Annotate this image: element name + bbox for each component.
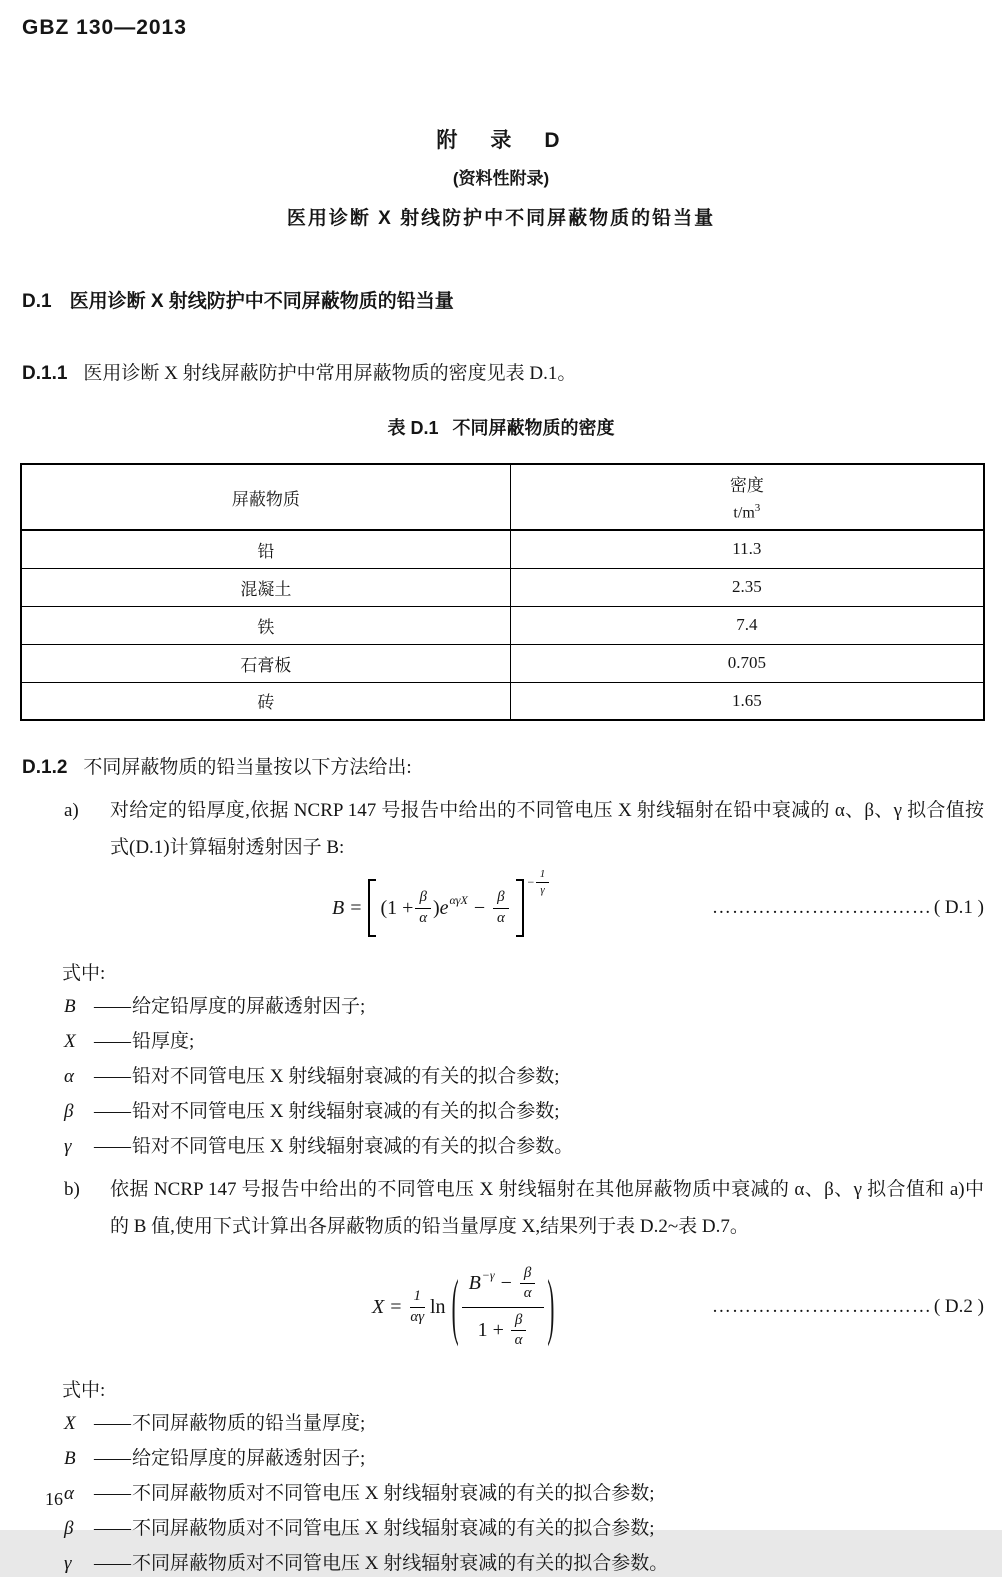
paragraph-d11-text: 医用诊断 X 射线屏蔽防护中常用屏蔽物质的密度见表 D.1。 <box>83 363 577 384</box>
definition-symbol: B <box>64 996 76 1017</box>
fraction-beta-alpha <box>520 1265 535 1303</box>
cell-density: 2.35 <box>510 568 984 606</box>
symbol-B: B <box>468 1272 481 1295</box>
fraction-beta-alpha <box>493 889 508 927</box>
table-row <box>21 568 984 606</box>
definition-dash: —— <box>94 1101 130 1122</box>
definition-symbol: β <box>64 1101 74 1122</box>
definition-line <box>64 1411 984 1437</box>
fraction-denominator: αγ <box>410 1308 425 1325</box>
fraction-denominator: α <box>514 1331 523 1348</box>
cell-density: 1.65 <box>510 682 984 720</box>
appendix-title: 附 录 D <box>436 129 566 152</box>
definition-dash: —— <box>94 1136 130 1157</box>
fraction-one-alphagamma <box>410 1288 426 1326</box>
where-clause-2: 式中: <box>62 1380 106 1401</box>
paragraph-d11-number: D.1.1 <box>22 363 68 384</box>
exponent-minus: − <box>526 874 535 889</box>
table-d1-caption <box>0 414 1002 440</box>
definition-symbol: γ <box>64 1553 72 1574</box>
definition-text: 铅对不同管电压 X 射线辐射衰减的有关的拟合参数。 <box>132 1136 574 1157</box>
exponent-fraction <box>536 868 550 895</box>
main-fraction-numerator <box>462 1265 545 1308</box>
definition-line <box>64 1134 984 1160</box>
definition-symbol: α <box>64 1066 74 1087</box>
euler-e: e <box>439 896 449 919</box>
appendix-subtitle: (资料性附录) <box>452 169 550 188</box>
right-bracket <box>516 879 524 937</box>
leader-dots: …………………………… <box>711 1296 932 1317</box>
definition-symbol: X <box>64 1413 76 1434</box>
equation-number-d1: ( D.1 ) <box>933 897 984 918</box>
definition-dash: —— <box>94 1483 130 1504</box>
cell-density: 0.705 <box>510 644 984 682</box>
definition-symbol: X <box>64 1031 76 1052</box>
definition-dash: —— <box>94 1518 130 1539</box>
paragraph-d12 <box>22 755 980 781</box>
definition-line <box>64 1481 984 1507</box>
definition-text: 铅对不同管电压 X 射线辐射衰减的有关的拟合参数; <box>132 1066 560 1087</box>
density-unit <box>511 502 983 522</box>
main-fraction <box>462 1265 545 1349</box>
formula-d2-lhs: X <box>372 1295 385 1318</box>
fraction-numerator: β <box>415 889 430 908</box>
fraction-denominator: α <box>419 909 428 926</box>
table-d1-header <box>21 464 984 530</box>
definition-text: 不同屏蔽物质对不同管电压 X 射线辐射衰减的有关的拟合参数; <box>132 1483 655 1504</box>
list-item-b-text: 依据 NCRP 147 号报告中给出的不同管电压 X 射线辐射在其他屏蔽物质中衰减的 α、β、γ 拟合值和 a)中的 B 值,使用下式计算出各屏蔽物质的铅当量厚度 X,结果列于表 D.2~表 D.7。 <box>110 1179 984 1237</box>
appendix-heading: 医用诊断 X 射线防护中不同屏蔽物质的铅当量 <box>286 208 716 229</box>
cell-material: 砖 <box>21 682 510 720</box>
open-paren-one-plus: (1 + <box>380 896 414 919</box>
cell-material: 铅 <box>21 530 510 568</box>
fraction-beta-alpha <box>415 889 430 927</box>
definition-dash: —— <box>94 1553 130 1574</box>
left-bracket <box>368 879 376 937</box>
definition-line <box>64 1064 984 1090</box>
definition-text: 不同屏蔽物质对不同管电压 X 射线辐射衰减的有关的拟合参数; <box>132 1518 655 1539</box>
ln-operator: ln <box>430 1295 446 1318</box>
table-d1-body <box>21 530 984 720</box>
definition-text: 给定铅厚度的屏蔽透射因子; <box>132 996 366 1017</box>
definition-line <box>64 1516 984 1542</box>
exponent-agx: αγX <box>449 892 468 907</box>
table-row <box>21 606 984 644</box>
definition-text: 给定铅厚度的屏蔽透射因子; <box>132 1448 366 1469</box>
cell-material: 铁 <box>21 606 510 644</box>
outer-exponent <box>527 868 552 895</box>
definition-line <box>64 1551 984 1577</box>
definition-text: 铅厚度; <box>132 1031 195 1052</box>
equals-sign: = <box>350 896 362 919</box>
cell-material: 混凝土 <box>21 568 510 606</box>
fraction-numerator: β <box>520 1265 535 1284</box>
table-header-row <box>21 464 984 530</box>
definition-symbol: γ <box>64 1136 72 1157</box>
minus-sign: − <box>473 896 486 919</box>
paragraph-d12-text: 不同屏蔽物质的铅当量按以下方法给出: <box>83 757 412 778</box>
definition-text: 铅对不同管电压 X 射线辐射衰减的有关的拟合参数; <box>132 1101 560 1122</box>
definition-symbol: β <box>64 1518 74 1539</box>
definition-text: 不同屏蔽物质的铅当量厚度; <box>132 1413 366 1434</box>
table-row <box>21 644 984 682</box>
list-item-a <box>0 792 984 866</box>
cell-material: 石膏板 <box>21 644 510 682</box>
header-cell-material: 屏蔽物质 <box>21 464 510 530</box>
formula-d2-block <box>0 1253 1002 1361</box>
cell-density: 11.3 <box>510 530 984 568</box>
definition-symbol: B <box>64 1448 76 1469</box>
fraction-numerator: 1 <box>410 1288 426 1307</box>
definition-dash: —— <box>94 1413 130 1434</box>
definition-text: 不同屏蔽物质对不同管电压 X 射线辐射衰减的有关的拟合参数。 <box>132 1553 669 1574</box>
definition-dash: —— <box>94 1031 130 1052</box>
definition-line <box>64 1099 984 1125</box>
left-paren: ( <box>451 1262 459 1348</box>
cell-density: 7.4 <box>510 606 984 644</box>
density-unit-base: t/m <box>733 504 755 522</box>
section-d1-heading <box>22 286 1002 313</box>
formula-d2 <box>372 1262 557 1349</box>
definition-line <box>64 1029 984 1055</box>
doc-number: GBZ 130—2013 <box>22 16 187 39</box>
fraction-beta-alpha <box>511 1312 526 1350</box>
formula-d1-lhs: B <box>332 896 345 919</box>
table-d1 <box>20 463 985 721</box>
fraction-numerator: β <box>493 889 508 908</box>
exponent-minus-gamma: −γ <box>481 1268 495 1283</box>
density-unit-sup: 3 <box>754 502 761 515</box>
list-item-a-marker: a) <box>64 800 79 821</box>
list-item-b <box>0 1171 984 1245</box>
list-item-a-text: 对给定的铅厚度,依据 NCRP 147 号报告中给出的不同管电压 X 射线辐射在铅中衰减的 α、β、γ 拟合值按式(D.1)计算辐射透射因子 B: <box>110 800 984 858</box>
paragraph-d12-number: D.1.2 <box>22 757 68 778</box>
leader-dots: …………………………… <box>711 897 932 918</box>
definition-line <box>64 994 984 1020</box>
table-d1-caption-label: 表 D.1 <box>387 418 439 438</box>
equals-sign: = <box>390 1295 402 1318</box>
main-fraction-denominator <box>478 1308 529 1350</box>
table-row <box>21 530 984 568</box>
definition-dash: —— <box>94 1066 130 1087</box>
right-paren: ) <box>547 1262 555 1348</box>
table-d1-caption-title: 不同屏蔽物质的密度 <box>452 418 615 438</box>
close-paren: ) <box>432 896 440 919</box>
definition-line <box>64 1446 984 1472</box>
table-row <box>21 682 984 720</box>
definition-dash: —— <box>94 1448 130 1469</box>
section-d1-title: 医用诊断 X 射线防护中不同屏蔽物质的铅当量 <box>69 291 454 312</box>
density-label: 密度 <box>729 476 764 496</box>
equation-number-d2: ( D.2 ) <box>933 1296 984 1317</box>
fraction-numerator: β <box>511 1312 526 1331</box>
paragraph-d11 <box>22 361 980 387</box>
fraction-denominator: α <box>523 1285 532 1302</box>
formula-d1-block <box>0 868 1002 944</box>
equation-leader <box>712 897 984 919</box>
formula-d1 <box>332 868 551 937</box>
section-d1-number: D.1 <box>22 291 52 312</box>
equation-leader <box>712 1296 984 1318</box>
exponent-fraction-numerator: 1 <box>536 868 550 882</box>
header-cell-density <box>510 464 984 530</box>
fraction-denominator: α <box>496 909 505 926</box>
definition-symbol: α <box>64 1483 74 1504</box>
exponent-fraction-denominator: γ <box>540 883 545 896</box>
one-plus: 1 + <box>477 1318 504 1341</box>
where-clause-1: 式中: <box>62 963 106 984</box>
definition-dash: —— <box>94 996 130 1017</box>
page-number: 16 <box>45 1489 63 1509</box>
minus-sign: − <box>500 1272 512 1295</box>
list-item-b-marker: b) <box>64 1179 80 1200</box>
